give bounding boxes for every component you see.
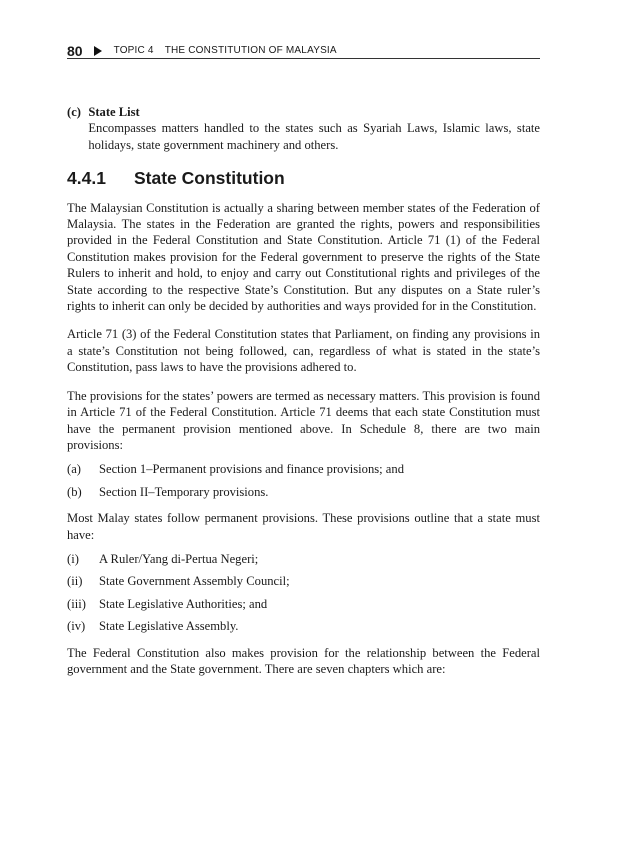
schedule-list bbox=[67, 461, 540, 500]
paragraph: The provisions for the states’ powers are termed as necessary matters. This provision is found in Article 71 of the Federal Constitution. Article 71 deems that each state Constitution must have the permanent provision mentioned above. In Schedule 8, there are two main provisions: bbox=[67, 388, 540, 452]
section-title: State Constitution bbox=[134, 168, 285, 189]
paragraph: The Federal Constitution also makes provision for the relationship between the Federal government and the State government. There are seven chapters which are: bbox=[67, 645, 540, 676]
state-list-text: Encompasses matters handled to the states such as Syariah Laws, Islamic laws, state holidays, state government machinery and others. bbox=[88, 121, 540, 152]
paragraph: Most Malay states follow permanent provisions. These provisions outline that a state must have: bbox=[67, 511, 540, 542]
list-item: (a) Section 1–Permanent provisions and finance provisions; and bbox=[67, 462, 404, 477]
page-content bbox=[67, 104, 540, 689]
list-item: (i) A Ruler/Yang di-Pertua Negeri; bbox=[67, 551, 259, 566]
state-requirements-list bbox=[67, 551, 540, 635]
state-list-item bbox=[67, 104, 540, 153]
topic-label: TOPIC 4 bbox=[113, 45, 154, 56]
play-arrow-icon bbox=[94, 46, 102, 56]
list-item: (iii) State Legislative Authorities; and bbox=[67, 596, 268, 611]
page-header bbox=[67, 42, 540, 59]
page-number: 80 bbox=[67, 43, 83, 59]
section-number: 4.4.1 bbox=[67, 168, 106, 189]
state-list-label: (c) bbox=[67, 105, 81, 119]
chapter-title: THE CONSTITUTION OF MALAYSIA bbox=[164, 45, 337, 56]
list-item: (b) Section II–Temporary provisions. bbox=[67, 484, 269, 499]
header-text bbox=[114, 45, 337, 57]
state-list-title: State List bbox=[88, 105, 140, 119]
paragraph: Article 71 (3) of the Federal Constitution states that Parliament, on finding any provisions in a state’s Constitution not being followed, can, regardless of what is stated in the state’s Constitution, pass laws to have the provisions adhered to. bbox=[67, 327, 540, 375]
list-item: (ii) State Government Assembly Council; bbox=[67, 574, 290, 589]
paragraph: The Malaysian Constitution is actually a sharing between member states of the Federation of Malaysia. The states in the Federation are granted the rights, powers and responsibilities provided in the Federal Constitution and State Constitution. Article 71 (1) of the Federal Constitution makes provision for the Federal government to preserve the rights of the State Rulers to inherit and hold, to enjoy and carry out Constitutional rights and privileges of the State according to the respective State’s Constitution. But any disputes on a State ruler’s rights to inherit can only be decided by authorities and ways provided for in the Constitution. bbox=[67, 200, 540, 314]
section-heading bbox=[67, 168, 540, 189]
list-item: (iv) State Legislative Assembly. bbox=[67, 619, 239, 634]
